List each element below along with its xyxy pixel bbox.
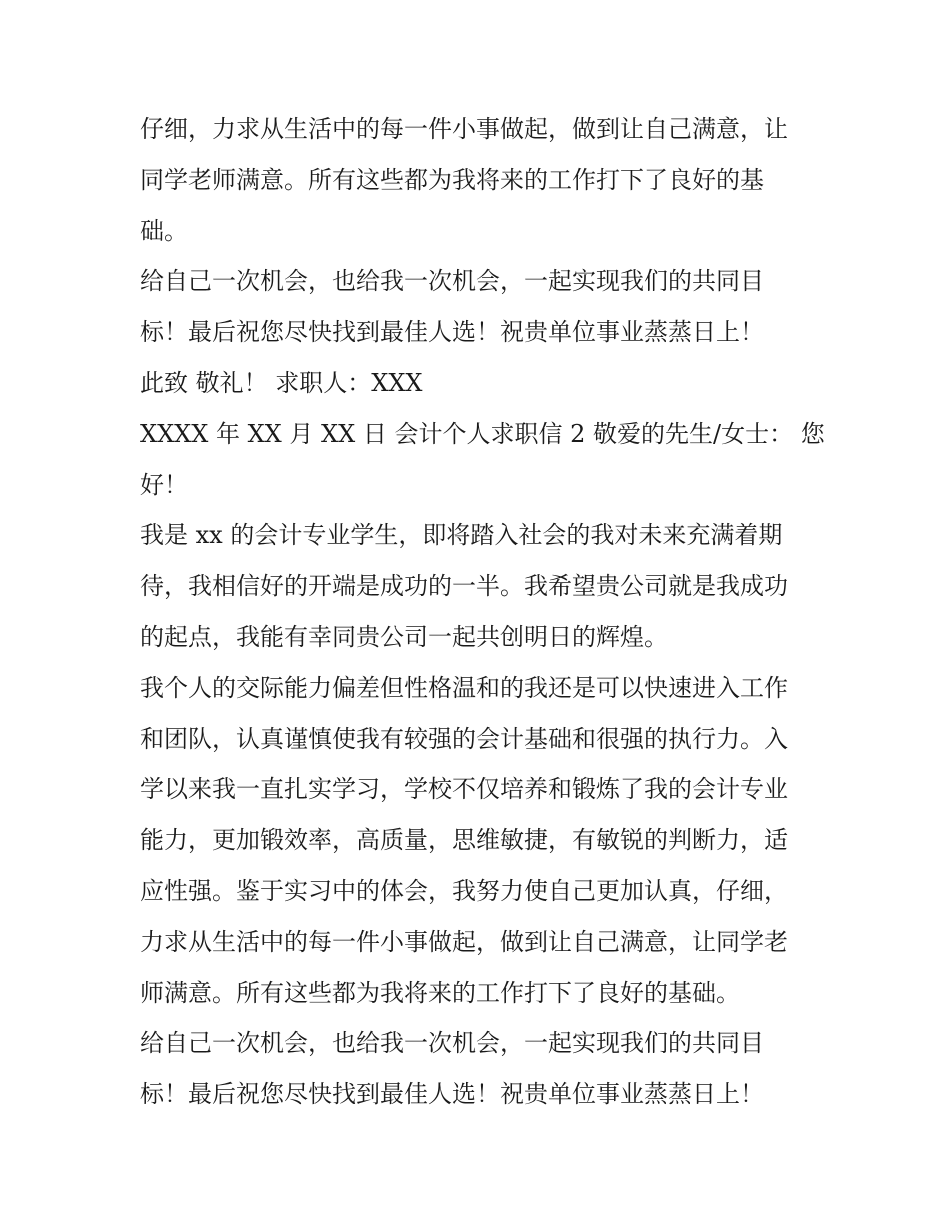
text-line: 给自己一次机会，也给我一次机会，一起实现我们的共同目 xyxy=(140,1029,764,1058)
text-line: 础。 xyxy=(140,216,188,245)
text-line: 的起点，我能有幸同贵公司一起共创明日的辉煌。 xyxy=(140,622,668,651)
text-line: 待，我相信好的开端是成功的一半。我希望贵公司就是我成功 xyxy=(140,572,788,601)
text-line: 给自己一次机会，也给我一次机会，一起实现我们的共同目 xyxy=(140,267,764,296)
text-line: 应性强。鉴于实习中的体会，我努力使自己更加认真，仔细， xyxy=(140,876,788,905)
text-line: 好！ xyxy=(140,470,188,499)
date-heading-line: XXXX 年 XX 月 XX 日 会计个人求职信 2 敬爱的先生/女士： 您 xyxy=(140,419,825,448)
text-line: 我是 xx 的会计专业学生，即将踏入社会的我对未来充满着期 xyxy=(140,521,783,550)
letter-body xyxy=(140,104,825,1120)
text-line: 力求从生活中的每一件小事做起，做到让自己满意，让同学老 xyxy=(140,927,788,956)
text-line: 能力，更加锻效率，高质量，思维敏捷，有敏锐的判断力，适 xyxy=(140,826,788,855)
text-line: 同学老师满意。所有这些都为我将来的工作打下了良好的基 xyxy=(140,165,764,194)
text-line: 学以来我一直扎实学习，学校不仅培养和锻炼了我的会计专业 xyxy=(140,775,788,804)
text-line: 师满意。所有这些都为我将来的工作打下了良好的基础。 xyxy=(140,978,740,1007)
closing-line: 此致 敬礼！ 求职人：XXX xyxy=(140,368,423,397)
text-line: 和团队，认真谨慎使我有较强的会计基础和很强的执行力。入 xyxy=(140,724,788,753)
text-line: 标！最后祝您尽快找到最佳人选！祝贵单位事业蒸蒸日上！ xyxy=(140,1080,764,1109)
text-line: 我个人的交际能力偏差但性格温和的我还是可以快速进入工作 xyxy=(140,673,788,702)
text-line: 标！最后祝您尽快找到最佳人选！祝贵单位事业蒸蒸日上！ xyxy=(140,318,764,347)
text-line: 仔细，力求从生活中的每一件小事做起，做到让自己满意，让 xyxy=(140,115,788,143)
